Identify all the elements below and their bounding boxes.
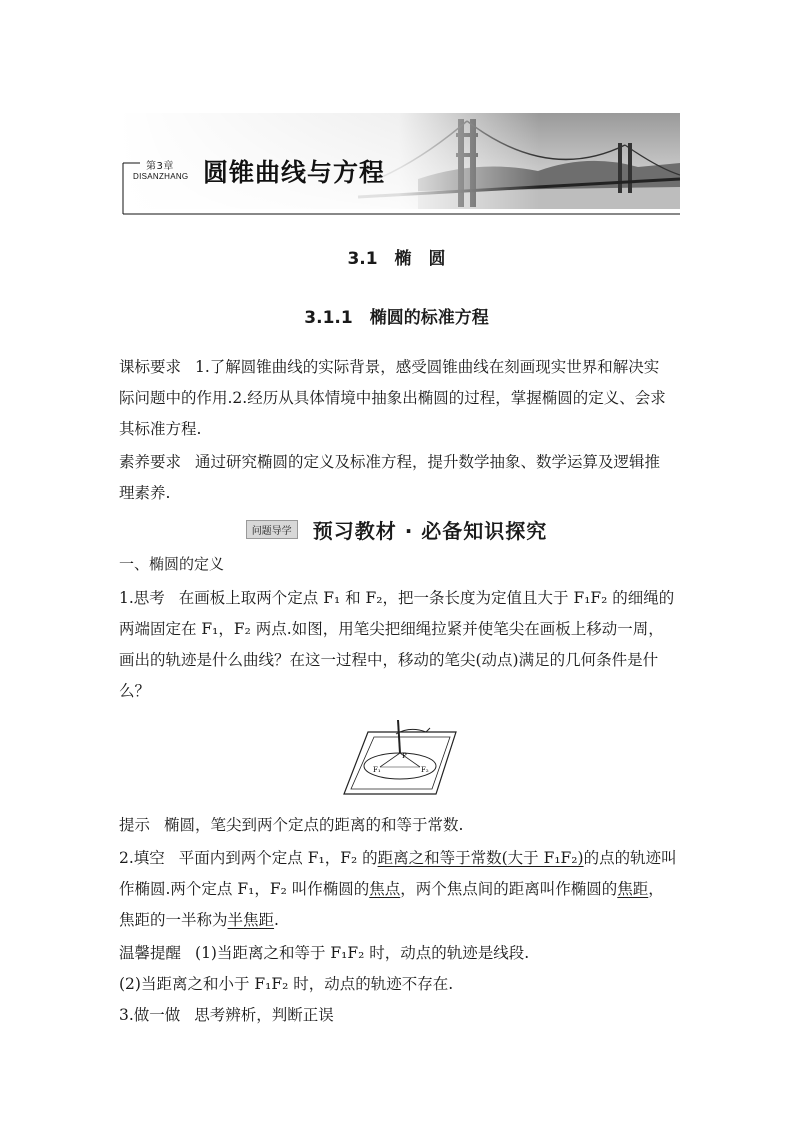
fill-line-1a: 平面内到两个定点 F₁，F₂ 的 <box>178 849 378 867</box>
chapter-title: 圆锥曲线与方程 <box>203 158 386 187</box>
fill-line-2b: ，两个焦点间的距离叫作椭圆的 <box>400 880 618 898</box>
literacy-lead: 素养要求 <box>119 453 182 471</box>
figure-label-f2: F₂ <box>421 766 429 774</box>
curriculum-line-2: 际问题中的作用.2.经历从具体情境中抽象出椭圆的过程，掌握椭圆的定义、会求 <box>119 389 666 407</box>
fill-answer-focal-distance: 焦距 <box>617 880 649 898</box>
section-band <box>0 515 793 545</box>
fill-answer-sum-of-distances: 距离之和等于常数(大于 F₁F₂) <box>377 849 584 867</box>
curriculum-requirement <box>119 352 679 445</box>
practice <box>119 1000 679 1031</box>
band-title: 预习教材 · 必备知识探究 <box>312 519 548 543</box>
literacy-line-1: 通过研究椭圆的定义及标准方程，提升数学抽象、数学运算及逻辑推 <box>195 453 661 471</box>
think-line-1: 在画板上取两个定点 F₁ 和 F₂，把一条长度为定值且大于 F₁F₂ 的细绳的 <box>178 589 675 607</box>
think-question <box>119 583 679 707</box>
practice-text: 思考辨析，判断正误 <box>194 1006 334 1024</box>
fill-answer-focus: 焦点 <box>369 880 401 898</box>
chapter-pinyin: DISANZHANG <box>133 172 189 181</box>
think-line-4: 么？ <box>119 682 151 700</box>
think-lead: 1.思考 <box>119 589 165 607</box>
hint <box>119 810 679 841</box>
chapter-banner <box>118 113 680 216</box>
figure-label-f1: F₁ <box>373 766 381 774</box>
fill-lead: 2.填空 <box>119 849 165 867</box>
fill-answer-semi-focal: 半焦距 <box>227 911 275 929</box>
fill-line-3b: . <box>274 911 279 929</box>
fill-line-2c: ， <box>648 880 664 898</box>
fill-line-2a: 作椭圆.两个定点 F₁，F₂ 叫作椭圆的 <box>119 880 370 898</box>
reminder-line-2: (2)当距离之和小于 F₁F₂ 时，动点的轨迹不存在. <box>119 975 454 993</box>
think-line-2: 两端固定在 F₁，F₂ 两点.如图，用笔尖把细绳拉紧并使笔尖在画板上移动一周， <box>119 620 664 638</box>
hint-lead: 提示 <box>119 816 151 834</box>
curriculum-line-1: 1.了解圆锥曲线的实际背景，感受圆锥曲线在刻画现实世界和解决实 <box>195 358 660 376</box>
reminder-line-1: (1)当距离之和等于 F₁F₂ 时，动点的轨迹是线段. <box>195 944 530 962</box>
hint-text: 椭圆，笔尖到两个定点的距离的和等于常数. <box>164 816 464 834</box>
reminder-lead: 温馨提醒 <box>119 944 182 962</box>
literacy-line-2: 理素养. <box>119 484 171 502</box>
fill-line-1b: 的点的轨迹叫 <box>583 849 677 867</box>
subsection-title: 3.1.1 椭圆的标准方程 <box>304 308 489 328</box>
chapter-number: 第3章 <box>146 161 174 172</box>
fill-line-3a: 焦距的一半称为 <box>119 911 228 929</box>
section-title: 3.1 椭 圆 <box>347 249 446 269</box>
ellipse-drawing-figure <box>340 712 460 800</box>
curriculum-line-3: 其标准方程. <box>119 420 202 438</box>
fill-in-definition <box>119 843 679 936</box>
reminder <box>119 938 679 1000</box>
part1-heading: 一、椭圆的定义 <box>119 555 225 573</box>
band-tag: 问题导学 <box>246 520 298 539</box>
figure-label-p: P <box>402 752 407 760</box>
curriculum-lead: 课标要求 <box>119 358 182 376</box>
literacy-requirement <box>119 447 679 509</box>
practice-lead: 3.做一做 <box>119 1006 181 1024</box>
think-line-3: 画出的轨迹是什么曲线？在这一过程中，移动的笔尖(动点)满足的几何条件是什 <box>119 651 659 669</box>
